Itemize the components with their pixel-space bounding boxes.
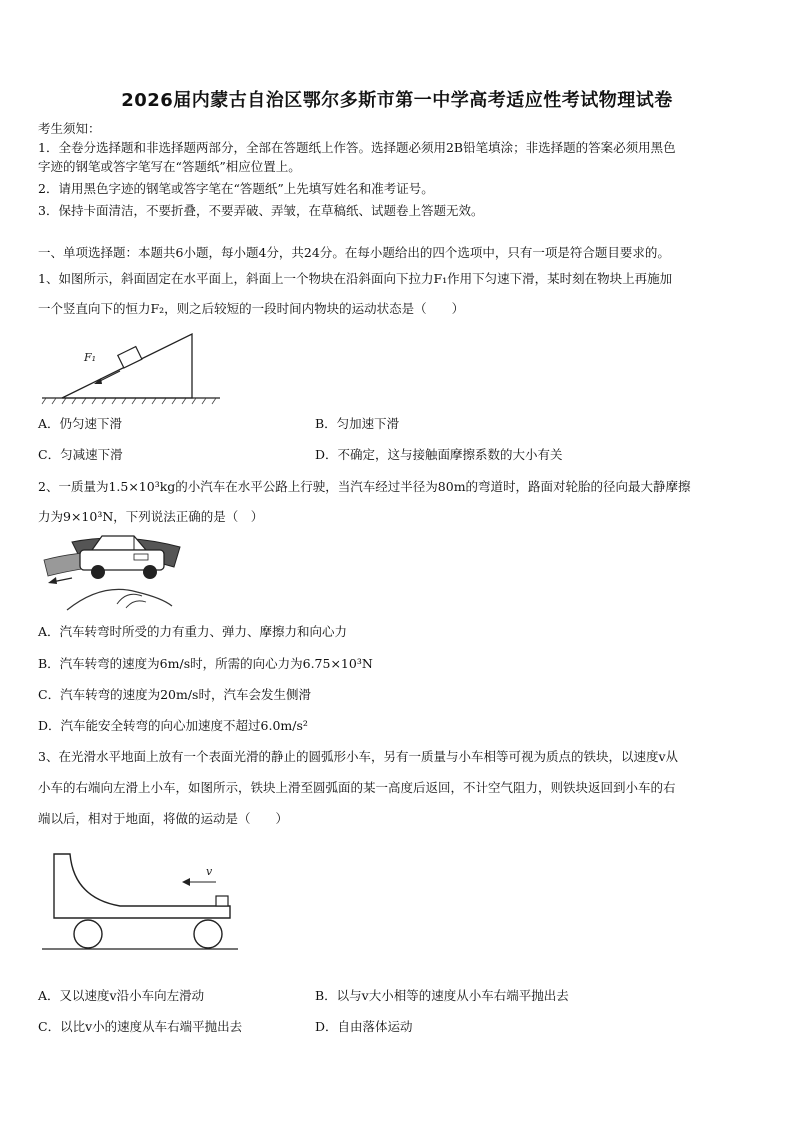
- question-1-line-2: 一个竖直向下的恒力F₂，则之后较短的一段时间内物块的运动状态是（ ）: [38, 301, 465, 316]
- notice-item-1: 1．全卷分选择题和非选择题两部分，全部在答题纸上作答。选择题必须用2B铅笔填涂；非选择题的答案必须用黑色: [38, 140, 676, 155]
- q1-option-a[interactable]: A．仍匀速下滑: [38, 416, 123, 431]
- question-3-line-2: 小车的右端向左滑上小车，如图所示，铁块上滑至圆弧面的某一高度后返回，不计空气阻力，则铁块返回到小车的右: [38, 780, 676, 795]
- question-1-line-1: 1、如图所示，斜面固定在水平面上，斜面上一个物块在沿斜面向下拉力F₁作用下匀速下滑，某时刻在物块上再施加: [38, 271, 673, 286]
- q1-option-d[interactable]: D．不确定，这与接触面摩擦系数的大小有关: [315, 447, 563, 462]
- q2-option-d[interactable]: D．汽车能安全转弯的向心加速度不超过6.0m/s²: [38, 718, 308, 733]
- question-2-line-1: 2、一质量为1.5×10³kg的小汽车在水平公路上行驶，当汽车经过半径为80m的弯道时，路面对轮胎的径向最大静摩擦: [38, 479, 691, 494]
- q1-option-b[interactable]: B．匀加速下滑: [315, 416, 400, 431]
- q3-option-b[interactable]: B．以与v大小相等的速度从小车右端平抛出去: [315, 988, 569, 1003]
- velocity-label-v: v: [206, 865, 213, 878]
- q2-option-b[interactable]: B．汽车转弯的速度为6m/s时，所需的向心力为6.75×10³N: [38, 656, 373, 671]
- q2-option-a[interactable]: A．汽车转弯时所受的力有重力、弹力、摩擦力和向心力: [38, 624, 348, 639]
- page-title: 2026届内蒙古自治区鄂尔多斯市第一中学高考适应性考试物理试卷: [121, 90, 673, 111]
- notice-item-3: 3．保持卡面清洁，不要折叠，不要弄破、弄皱，在草稿纸、试题卷上答题无效。: [38, 203, 484, 218]
- car-curve-figure: [42, 532, 182, 612]
- question-2-line-2: 力为9×10³N，下列说法正确的是（ ）: [38, 509, 264, 524]
- incline-figure: [40, 328, 225, 408]
- question-3-line-3: 端以后，相对于地面，将做的运动是（ ）: [38, 811, 289, 826]
- question-3-line-1: 3、在光滑水平地面上放有一个表面光滑的静止的圆弧形小车，另有一质量与小车相等可视为质点的铁块，以速度v从: [38, 749, 679, 764]
- q3-option-c[interactable]: C．以比v小的速度从车右端平抛出去: [38, 1019, 243, 1034]
- q2-option-c[interactable]: C．汽车转弯的速度为20m/s时，汽车会发生侧滑: [38, 687, 311, 702]
- notice-item-2: 2．请用黑色字迹的钢笔或答字笔在“答题纸”上先填写姓名和准考证号。: [38, 181, 434, 196]
- notice-heading: 考生须知：: [38, 121, 101, 136]
- cart-figure: [40, 848, 240, 958]
- section-heading: 一、单项选择题：本题共6小题，每小题4分，共24分。在每小题给出的四个选项中，只有一项是符合题目要求的。: [38, 245, 670, 260]
- q1-option-c[interactable]: C．匀减速下滑: [38, 447, 123, 462]
- q3-option-a[interactable]: A．又以速度v沿小车向左滑动: [38, 988, 205, 1003]
- notice-item-1-cont: 字迹的钢笔或答字笔写在“答题纸”相应位置上。: [38, 159, 301, 174]
- q3-option-d[interactable]: D．自由落体运动: [315, 1019, 413, 1034]
- force-label-f1: F₁: [84, 351, 97, 364]
